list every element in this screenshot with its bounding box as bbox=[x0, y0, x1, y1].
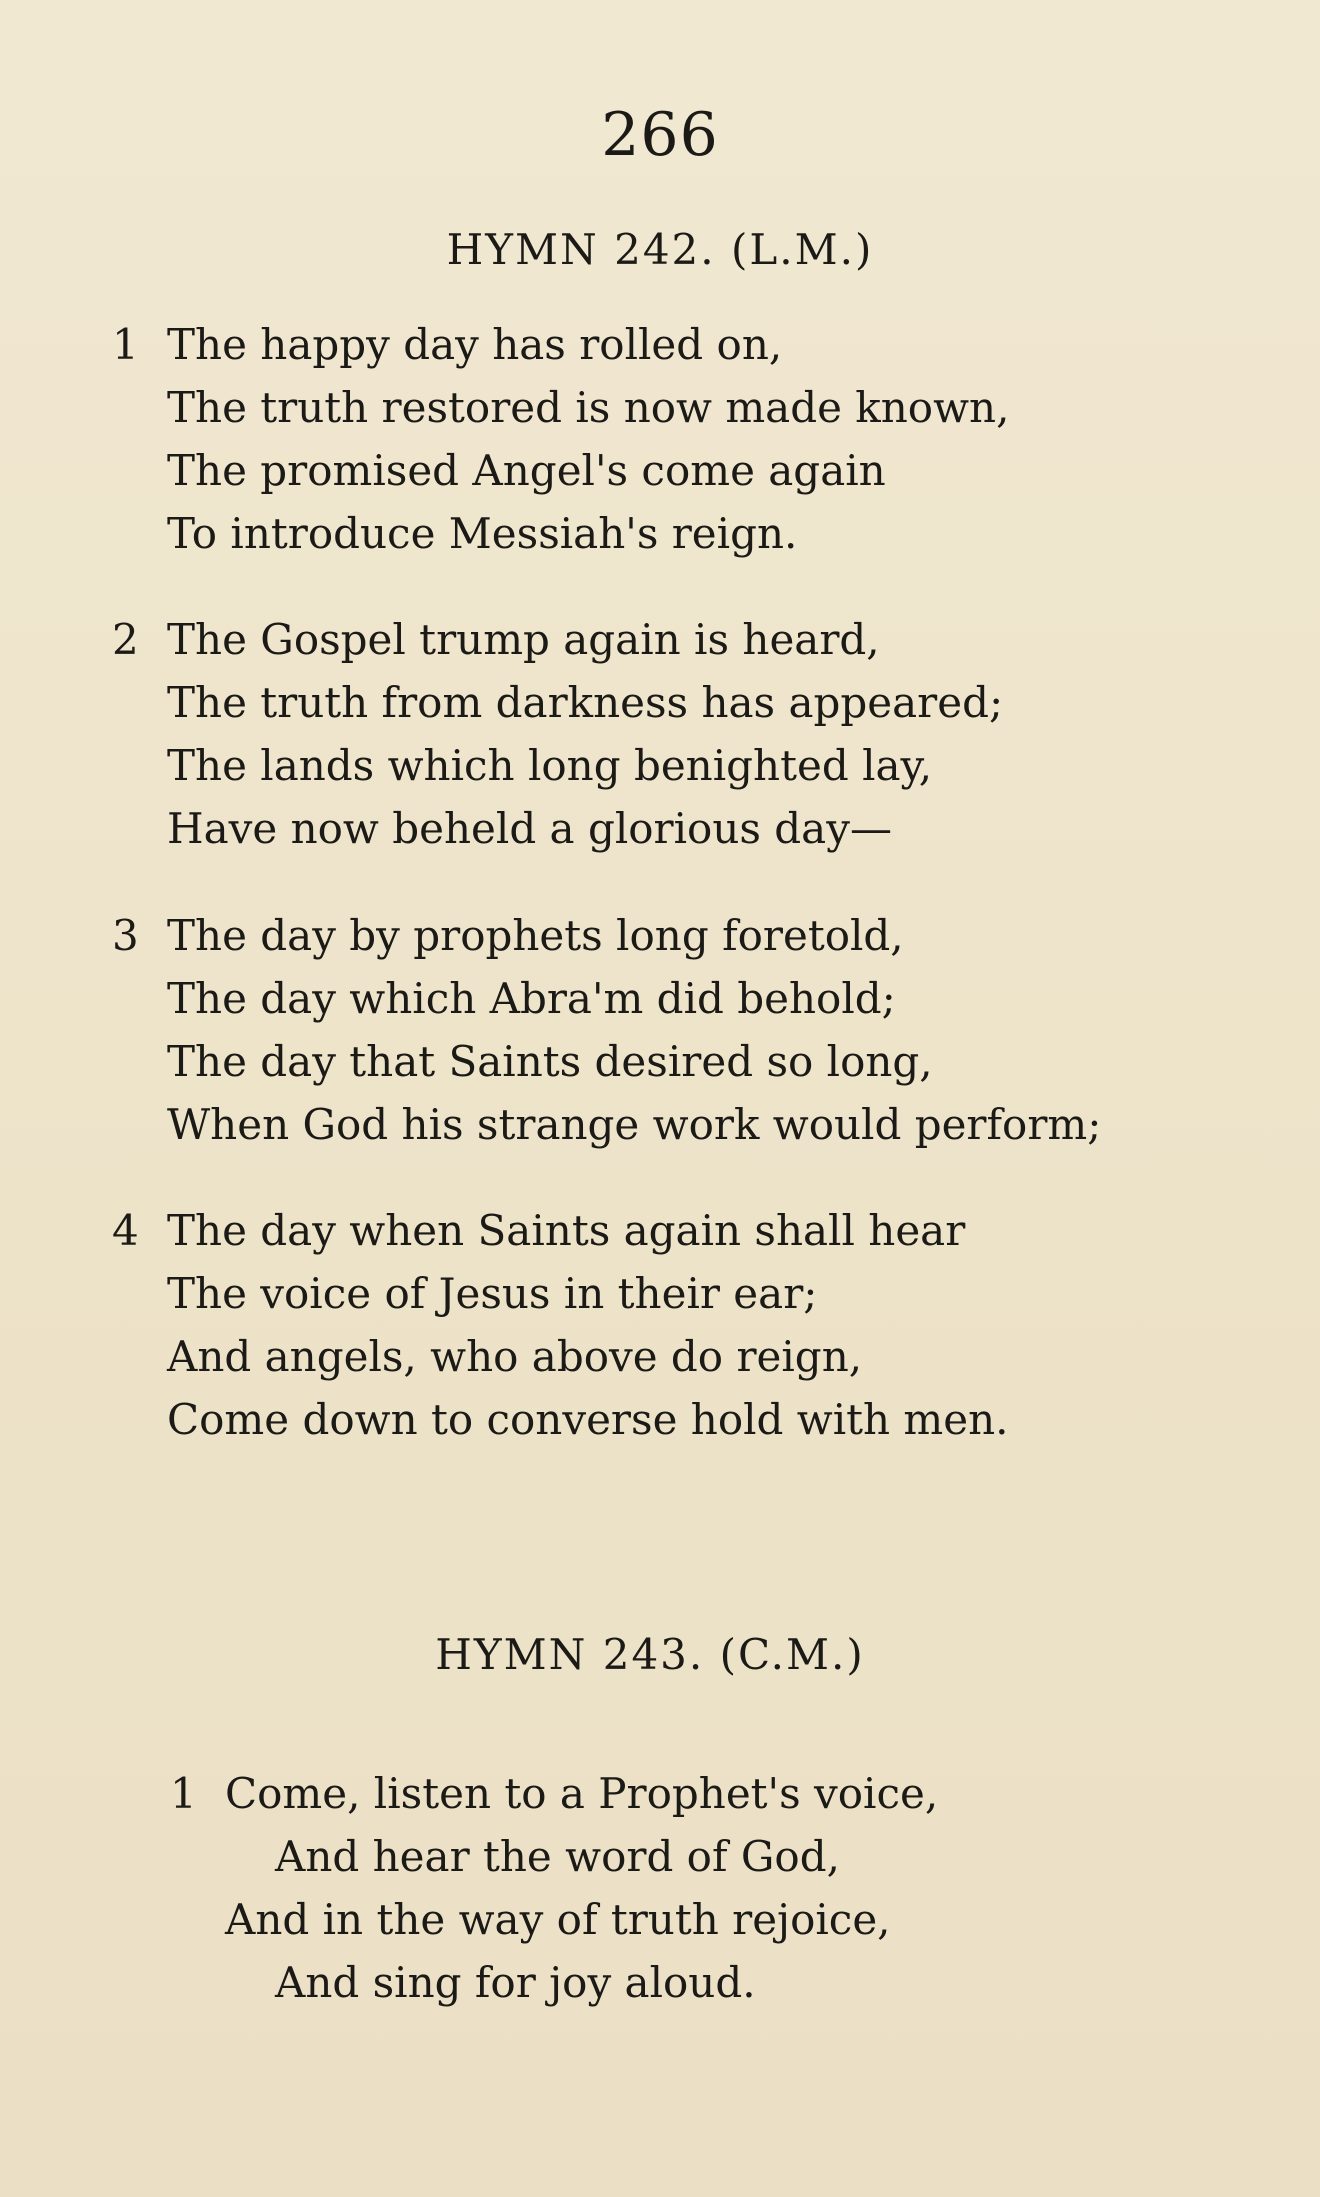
stanza-number: 2 bbox=[112, 615, 139, 664]
stanza-line: The promised Angel's come again bbox=[167, 446, 886, 495]
hymn-242-stanza-4 bbox=[112, 1199, 1009, 1451]
hymn-242-title: HYMN 242. (L.M.) bbox=[446, 225, 874, 274]
hymn-242-stanza-3 bbox=[112, 904, 1102, 1156]
stanza-line: The day which Abra'm did behold; bbox=[167, 974, 896, 1023]
stanza-line: Have now beheld a glorious day— bbox=[167, 804, 892, 853]
stanza-line: The truth from darkness has appeared; bbox=[167, 678, 1004, 727]
stanza-line: And angels, who above do reign, bbox=[167, 1332, 863, 1381]
hymn-242-stanza-2 bbox=[112, 608, 1004, 860]
stanza-line: And hear the word of God, bbox=[275, 1832, 840, 1881]
stanza-line: The day by prophets long foretold, bbox=[167, 911, 904, 960]
hymn-243-title: HYMN 243. (C.M.) bbox=[435, 1630, 865, 1679]
stanza-line: When God his strange work would perform; bbox=[167, 1100, 1102, 1149]
stanza-line: And sing for joy aloud. bbox=[275, 1958, 756, 2007]
hymn-242-stanza-1 bbox=[112, 313, 1010, 565]
stanza-line: The day when Saints again shall hear bbox=[167, 1206, 966, 1255]
stanza-line: The lands which long benighted lay, bbox=[167, 741, 933, 790]
stanza-line: The happy day has rolled on, bbox=[167, 320, 783, 369]
page-number: 266 bbox=[601, 100, 719, 170]
stanza-number: 1 bbox=[112, 320, 139, 369]
stanza-line: The voice of Jesus in their ear; bbox=[167, 1269, 818, 1318]
stanza-number: 1 bbox=[170, 1769, 197, 1818]
stanza-line: To introduce Messiah's reign. bbox=[167, 509, 798, 558]
stanza-line: And in the way of truth rejoice, bbox=[225, 1895, 891, 1944]
stanza-line: Come, listen to a Prophet's voice, bbox=[225, 1769, 939, 1818]
stanza-number: 4 bbox=[112, 1206, 139, 1255]
stanza-line: The Gospel trump again is heard, bbox=[167, 615, 880, 664]
stanza-line: The day that Saints desired so long, bbox=[167, 1037, 933, 1086]
hymn-243-stanza-1 bbox=[170, 1762, 939, 2014]
stanza-line: The truth restored is now made known, bbox=[167, 383, 1010, 432]
stanza-line: Come down to converse hold with men. bbox=[167, 1395, 1009, 1444]
stanza-number: 3 bbox=[112, 911, 139, 960]
